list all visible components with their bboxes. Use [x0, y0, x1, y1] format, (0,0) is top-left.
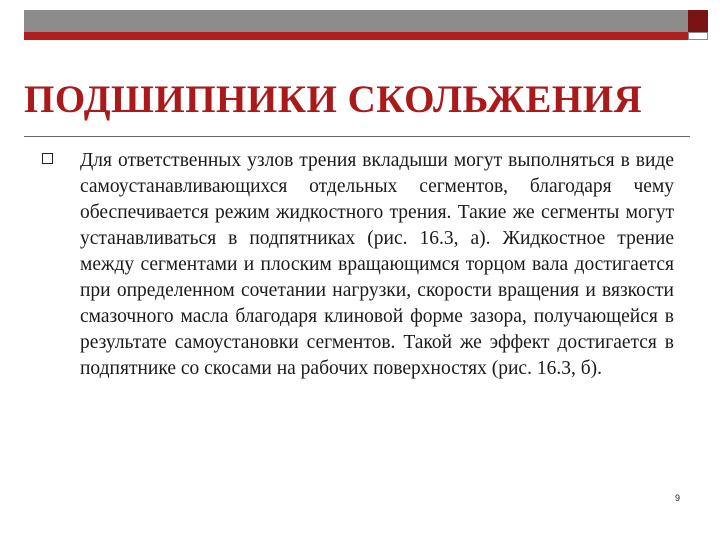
- page-number: 9: [674, 493, 680, 503]
- header-gray-bar: [24, 10, 688, 32]
- title-divider: [24, 136, 690, 137]
- corner-decoration-light: [688, 32, 708, 40]
- bullet-paragraph: Для ответственных узлов трения вкладыши могут выполняться в виде самоустанавливающихся отдельных сегментов, благодаря чему обеспечивается режим жидкостного трения. Такие же сегменты могут устанавливаться в подпятниках (рис. 16.3, а). Жидкостное трение между сегментами и плоским вращающимся торцом вала достигается при определенном сочетании нагрузки, скорости вращения и вязкости смазочного масла благодаря клиновой форме зазора, получающейся в результате самоустановки сегментов. Такой же эффект достигается в подпятнике со скосами на рабочих поверхностях (рис. 16.3, б).: [80, 150, 674, 379]
- hollow-square-bullet-icon: [42, 153, 53, 164]
- slide-title: ПОДШИПНИКИ СКОЛЬЖЕНИЯ: [24, 78, 643, 121]
- corner-decoration-dark: [688, 10, 708, 32]
- header-red-bar: [24, 32, 688, 40]
